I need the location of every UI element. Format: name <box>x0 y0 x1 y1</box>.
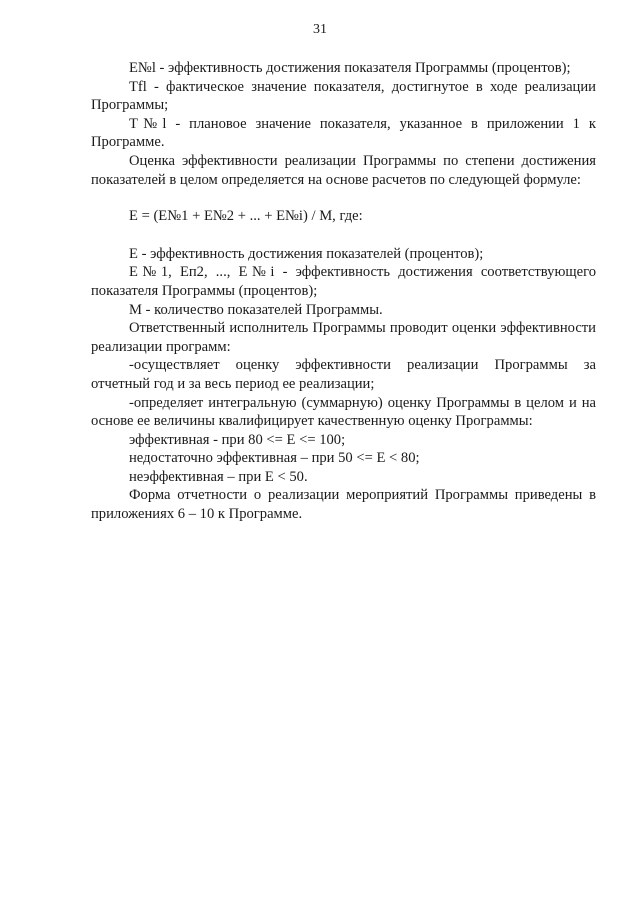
evaluation-intro-paragraph: Оценка эффективности реализации Программы по степени достижения показателей в целом определяется на основе расчетов по следующей формуле: <box>91 152 596 188</box>
rating-ineffective: неэффективная – при E < 50. <box>129 468 308 485</box>
efficiency-formula: E = (E№1 + E№2 + ... + E№i) / M, где: <box>129 208 363 225</box>
definition-m: M - количество показателей Программы. <box>129 301 383 318</box>
definition-tnl: T№l - плановое значение показателя, указанное в приложении 1 к Программе. <box>91 115 596 151</box>
page-number: 31 <box>313 22 327 37</box>
responsible-executor-paragraph: Ответственный исполнитель Программы проводит оценки эффективности реализации программ: <box>91 320 596 355</box>
definition-tfl: Tfl - фактическое значение показателя, достигнутое в ходе реализации Программы; <box>91 78 596 114</box>
document-body <box>91 59 596 524</box>
rating-effective: эффективная - при 80 <= E <= 100; <box>129 431 346 448</box>
rating-insufficient: недостаточно эффективная – при 50 <= E < 80; <box>129 450 420 467</box>
list-item-evaluates: -осуществляет оценку эффективности реализации Программы за отчетный год и за весь период ее реализации; <box>91 357 596 392</box>
definition-e: E - эффективность достижения показателей (процентов); <box>129 245 484 262</box>
definition-enl: E№l - эффективность достижения показателя Программы (процентов); <box>129 60 571 76</box>
reporting-form-paragraph: Форма отчетности о реализации мероприятий Программы приведены в приложениях 6 – 10 к Программе. <box>91 487 596 523</box>
list-item-integral: -определяет интегральную (суммарную) оценку Программы в целом и на основе ее величины квалифицирует качественную оценку Программы: <box>91 394 596 430</box>
definition-en-list: E№1, Eп2, ..., E№i - эффективность достижения соответствующего показателя Программы (процентов); <box>91 264 596 299</box>
